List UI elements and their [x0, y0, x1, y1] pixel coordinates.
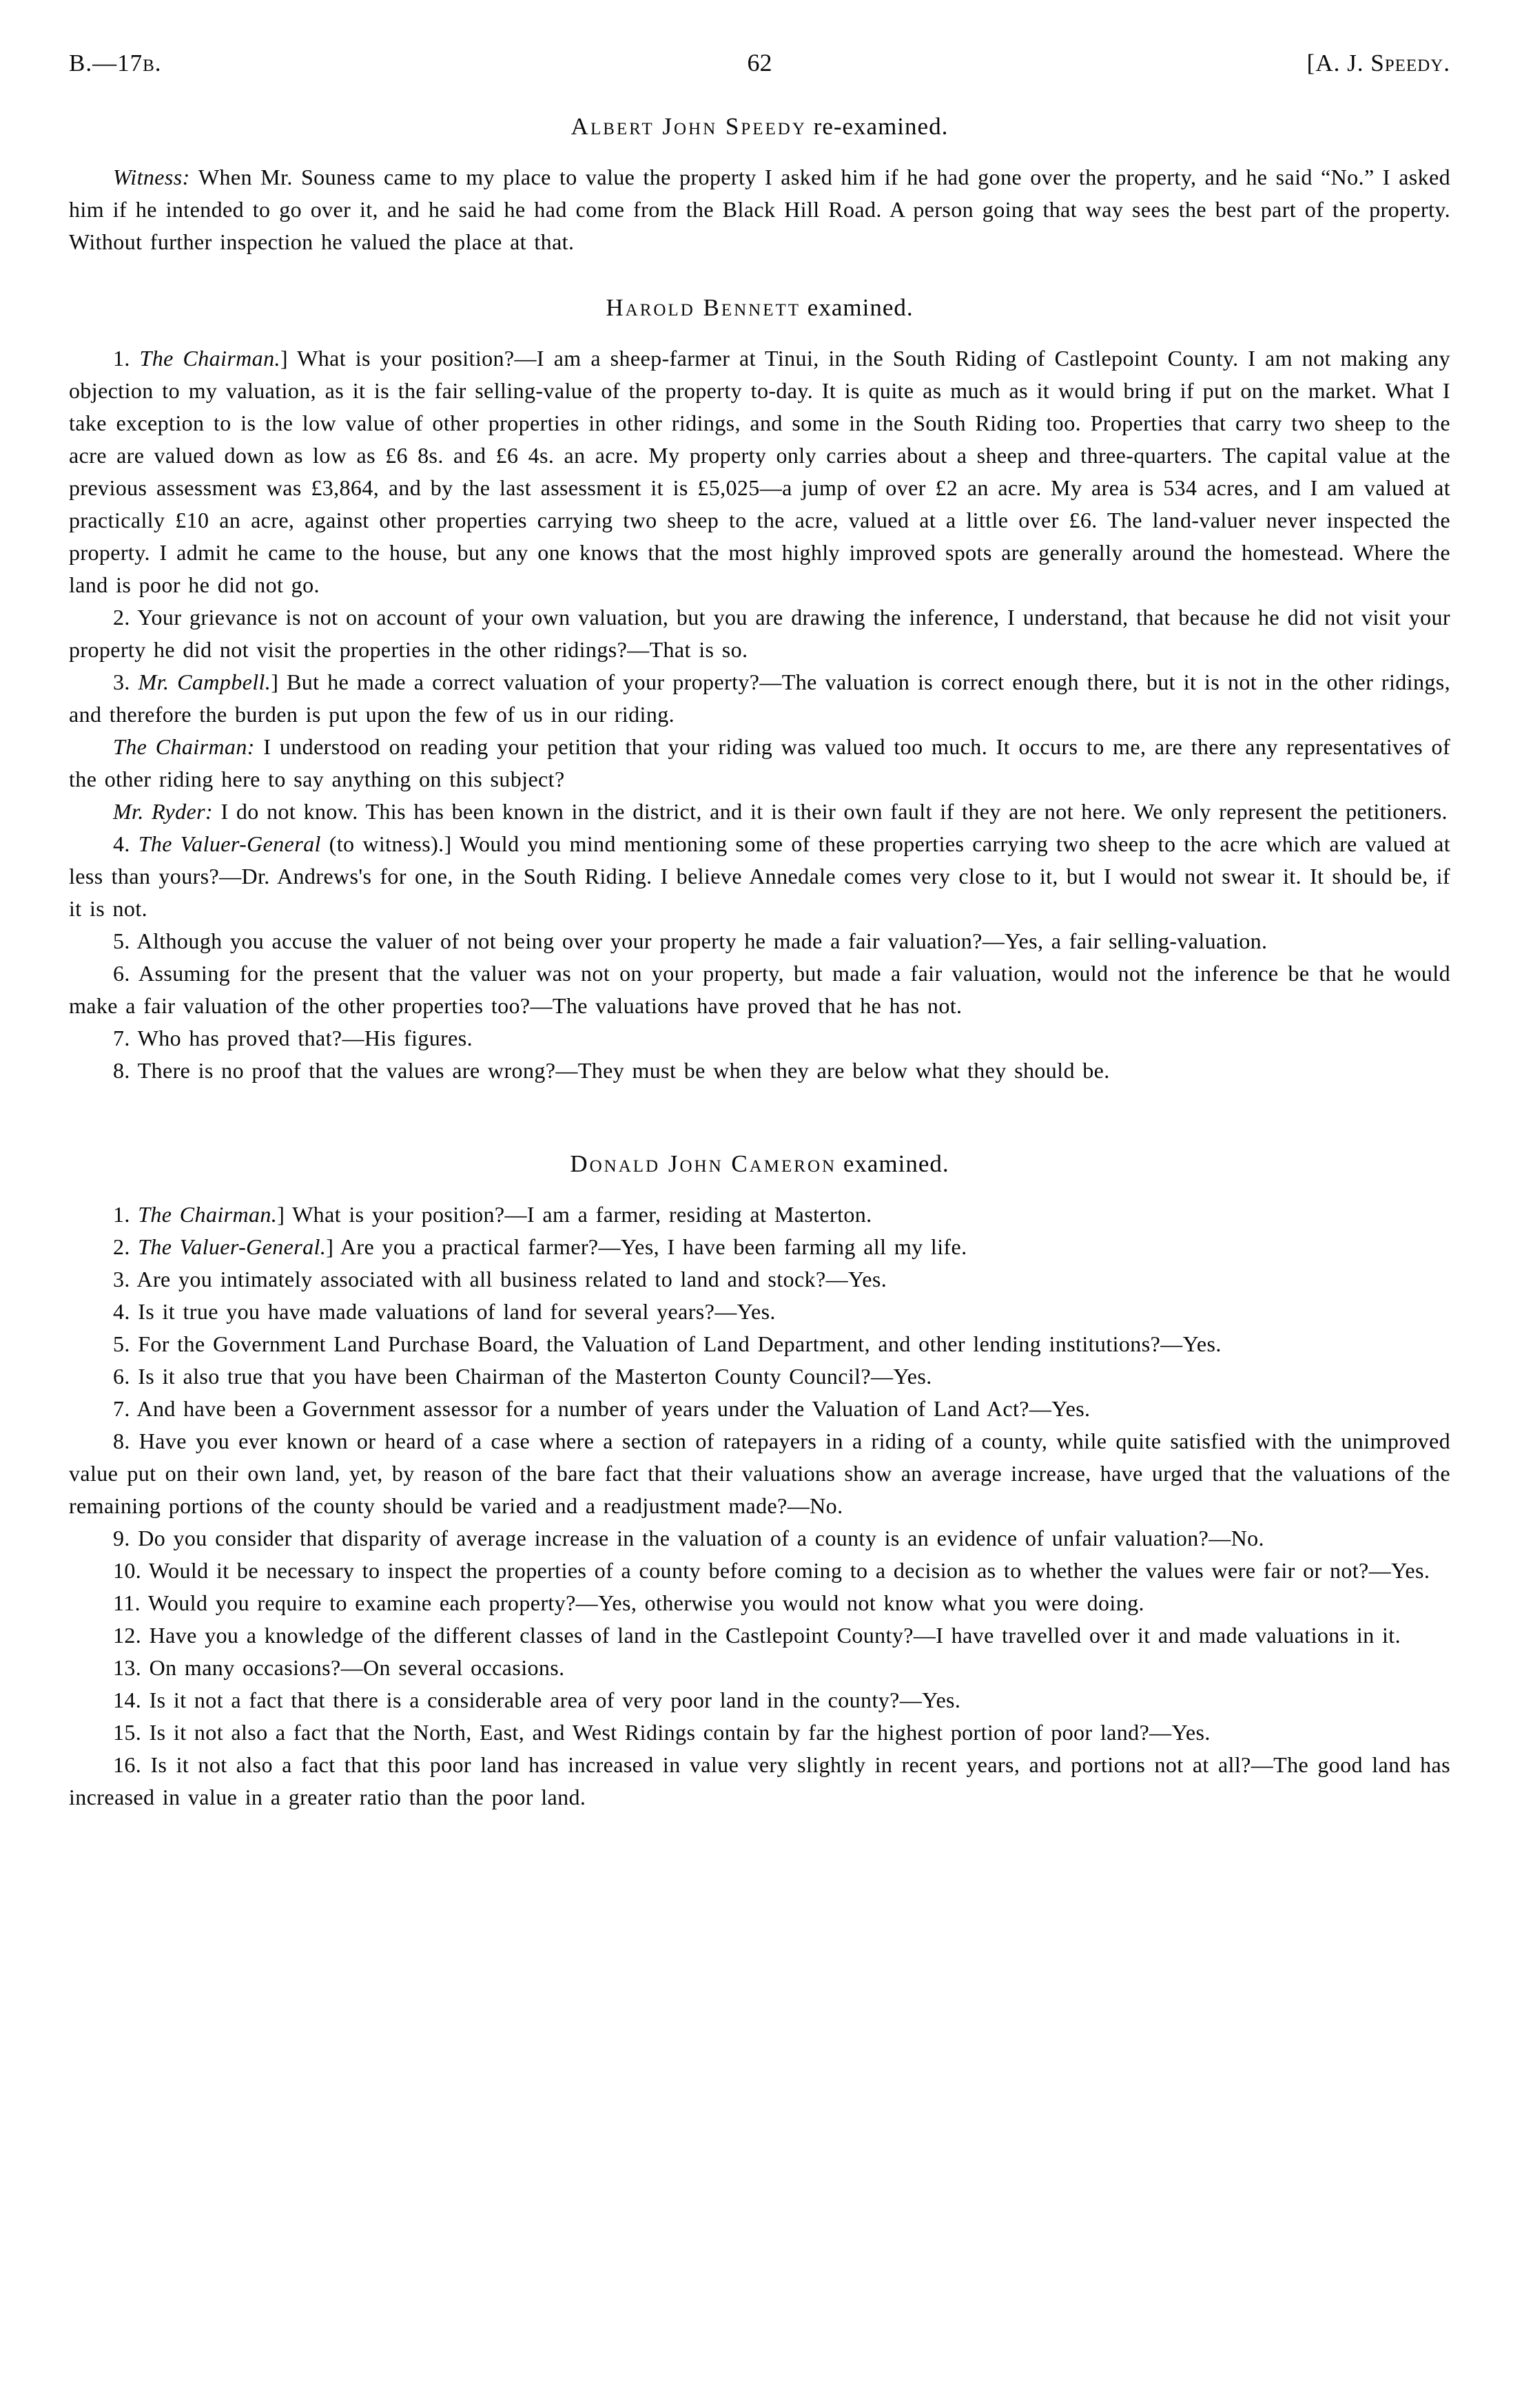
testimony-section [69, 1150, 1450, 1814]
testimony-paragraph [69, 1055, 1450, 1087]
testimony-text: 5. Although you accuse the valuer of not being over your property he made a fair valuation?—Yes, a fair selling-valuation. [113, 928, 1268, 953]
testimony-text: 2. Your grievance is not on account of your own valuation, but you are drawing the inference, I understand, that because he did not visit your property he did not visit the properties in the other ridings?—That is so. [69, 605, 1450, 662]
testimony-paragraph [69, 1587, 1450, 1619]
page-number: 62 [747, 49, 772, 76]
testimony-paragraph [69, 925, 1450, 957]
testimony-text: 16. Is it not also a fact that this poor land has increased in value very slightly in recent years, and portions not at all?—The good land has increased in value in a greater ratio than the poor land. [69, 1752, 1450, 1809]
section-heading: Albert John Speedy re-examined. [570, 113, 949, 140]
testimony-paragraph [69, 1022, 1450, 1055]
testimony-text: 10. Would it be necessary to inspect the properties of a county before coming to a decision as to whether the values were fair or not?—Yes. [113, 1558, 1430, 1583]
testimony-text: 1. [113, 346, 140, 371]
testimony-paragraph [69, 1425, 1450, 1522]
testimony-text: 4. [113, 831, 138, 856]
speaker-label: The Valuer-General [138, 831, 321, 856]
testimony-text: 3. [113, 670, 138, 694]
testimony-paragraph [69, 1231, 1450, 1263]
testimony-paragraph [69, 731, 1450, 796]
testimony-paragraph [69, 1393, 1450, 1425]
testimony-section [69, 294, 1450, 1087]
testimony-text: (to witness).] Would you mind mentioning some of these properties carrying two sheep to the acre which are valued at less than yours?—Dr. Andrews's for one, in the South Riding. I believe Annedale comes very close to it, but I would not swear it. It should be, if it is not. [69, 831, 1450, 921]
speaker-label: Mr. Ryder: [113, 799, 221, 824]
testimony-paragraph [69, 601, 1450, 666]
testimony-text: 4. Is it true you have made valuations of land for several years?—Yes. [113, 1299, 776, 1324]
testimony-text: 14. Is it not a fact that there is a considerable area of very poor land in the county?—Yes. [113, 1688, 961, 1712]
witness-name: Harold Bennett [606, 294, 801, 321]
testimony-paragraph [69, 1652, 1450, 1684]
testimony-paragraph [69, 1263, 1450, 1296]
testimony-paragraph [69, 1749, 1450, 1814]
document-body [69, 113, 1450, 1814]
testimony-paragraph [69, 1716, 1450, 1749]
testimony-paragraph [69, 1522, 1450, 1555]
testimony-paragraph [69, 161, 1450, 258]
document-reference: B.—17b. [69, 50, 162, 76]
page-header [69, 48, 1450, 77]
testimony-text: When Mr. Souness came to my place to value the property I asked him if he had gone over the property, and he said “No.” I asked him if he intended to go over it, and he said he had come from the Black Hill Road. A person going that way sees the best part of the property. Without further inspection he valued the place at that. [69, 165, 1450, 254]
speaker-label: The Chairman. [138, 1202, 278, 1227]
testimony-section [69, 113, 1450, 258]
testimony-paragraph [69, 828, 1450, 925]
testimony-text: ] But he made a correct valuation of your property?—The valuation is correct enough there, but it is not in the other ridings, and therefore the burden is put upon the few of us in our riding. [69, 670, 1451, 727]
testimony-paragraph [69, 666, 1450, 731]
testimony-text: 3. Are you intimately associated with all business related to land and stock?—Yes. [113, 1267, 887, 1291]
testimony-text: ] What is your position?—I am a farmer, residing at Masterton. [277, 1202, 872, 1227]
testimony-paragraph [69, 1555, 1450, 1587]
witness-name: Albert John Speedy [570, 113, 807, 140]
testimony-paragraph [69, 1684, 1450, 1716]
speaker-label: The Valuer-General. [138, 1234, 327, 1259]
testimony-text: I understood on reading your petition that your riding was valued too much. It occurs to me, are there any representatives of the other riding here to say anything on this subject? [69, 734, 1450, 791]
testimony-paragraph [69, 1296, 1450, 1328]
testimony-text: 7. And have been a Government assessor for a number of years under the Valuation of Land Act?—Yes. [113, 1396, 1091, 1421]
testimony-text: 11. Would you require to examine each property?—Yes, otherwise you would not know what you were doing. [113, 1590, 1144, 1615]
section-heading: Donald John Cameron examined. [570, 1150, 949, 1177]
testimony-text: 8. There is no proof that the values are wrong?—They must be when they are below what they should be. [113, 1058, 1110, 1083]
testimony-text: 5. For the Government Land Purchase Board, the Valuation of Land Department, and other lending institutions?—Yes. [113, 1331, 1222, 1356]
testimony-text: 15. Is it not also a fact that the North, East, and West Ridings contain by far the highest portion of poor land?—Yes. [113, 1720, 1211, 1745]
testimony-text: 13. On many occasions?—On several occasions. [113, 1655, 565, 1680]
testimony-text: 8. Have you ever known or heard of a case where a section of ratepayers in a riding of a county, while quite satisfied with the unimproved value put on their own land, yet, by reason of the bare fact that their valuations show an average increase, have urged that the valuations of the remaining portions of the county should be varied and a readjustment made?—No. [69, 1429, 1450, 1518]
testimony-text: ] Are you a practical farmer?—Yes, I have been farming all my life. [326, 1234, 967, 1259]
testimony-text: ] What is your position?—I am a sheep-farmer at Tinui, in the South Riding of Castlepoint County. I am not making any objection to my valuation, as it is the fair selling-value of the property to-day. It is quite as much as it would bring if put on the market. What I take exception to is the low value of other properties in other ridings, and some in the South Riding too. Properties that carry two sheep to the acre are valued down as low as £6 8s. and £6 4s. an acre. My property only carries about a sheep and three-quarters. The capital value at the previous assessment was £3,864, and by the last assessment it is £5,025—a jump of over £2 an acre. My area is 534 acres, and I am valued at practically £10 an acre, against other properties carrying two sheep to the acre, valued at a little over £6. The land-valuer never inspected the property. I admit he came to the house, but any one knows that the most highly improved spots are generally around the homestead. Where the land is poor he did not go. [69, 346, 1451, 597]
testimony-paragraph [69, 957, 1450, 1022]
testimony-paragraph [69, 1328, 1450, 1360]
testimony-paragraph [69, 342, 1450, 601]
testimony-text: 2. [113, 1234, 138, 1259]
speaker-label: The Chairman: [113, 734, 264, 759]
testimony-text: 6. Assuming for the present that the valuer was not on your property, but made a fair valuation, would not the inference be that he would make a fair valuation of the other properties too?—The valuations have proved that he has not. [69, 961, 1450, 1018]
testimony-paragraph [69, 1360, 1450, 1393]
testimony-text: 7. Who has proved that?—His figures. [113, 1026, 473, 1050]
testimony-paragraph [69, 1198, 1450, 1231]
witness-running-head: [A. J. Speedy. [1306, 50, 1450, 76]
testimony-paragraph [69, 796, 1450, 828]
section-heading: Harold Bennett examined. [606, 294, 914, 321]
speaker-label: Witness: [113, 165, 198, 189]
speaker-label: Mr. Campbell. [138, 670, 271, 694]
testimony-paragraph [69, 1619, 1450, 1652]
testimony-text: 12. Have you a knowledge of the different classes of land in the Castlepoint County?—I have travelled over it and made valuations in it. [113, 1623, 1401, 1648]
testimony-text: 9. Do you consider that disparity of average increase in the valuation of a county is an evidence of unfair valuation?—No. [113, 1526, 1264, 1550]
testimony-text: 6. Is it also true that you have been Chairman of the Masterton County Council?—Yes. [113, 1364, 932, 1389]
testimony-text: 1. [113, 1202, 138, 1227]
speaker-label: The Chairman. [139, 346, 280, 371]
witness-name: Donald John Cameron [570, 1150, 837, 1177]
testimony-text: I do not know. This has been known in the district, and it is their own fault if they are not here. We only represent the petitioners. [220, 799, 1448, 824]
